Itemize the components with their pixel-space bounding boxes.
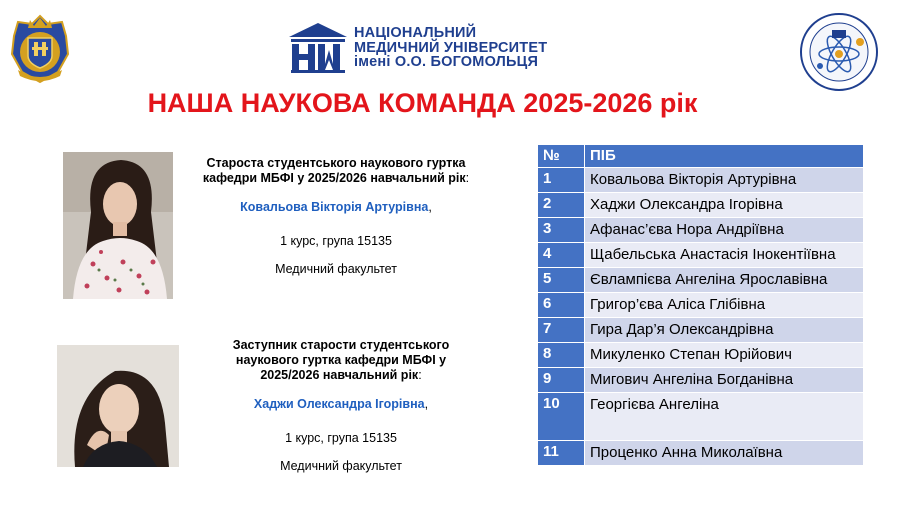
row-number: 8 <box>538 343 585 368</box>
table-row <box>538 318 864 343</box>
university-logo <box>288 22 588 74</box>
deputy-role <box>210 338 472 383</box>
deputy-name <box>210 397 472 412</box>
deputy-role-colon: : <box>418 368 422 382</box>
leader-faculty: Медичний факультет <box>275 262 397 276</box>
table-header-row <box>538 145 864 168</box>
table-row <box>538 168 864 193</box>
student-science-society-emblem-icon <box>798 12 880 92</box>
table-row <box>538 268 864 293</box>
row-number: 1 <box>538 168 585 193</box>
row-name: Щабельська Анастасія Інокентіївна <box>585 243 864 268</box>
table-row <box>538 218 864 243</box>
table-row <box>538 368 864 393</box>
table-header-name: ПІБ <box>585 145 864 168</box>
university-name-line-2: МЕДИЧНИЙ УНІВЕРСИТЕТ <box>354 39 548 56</box>
row-number: 7 <box>538 318 585 343</box>
row-name: Микуленко Степан Юрійович <box>585 343 864 368</box>
leader-name <box>200 200 472 215</box>
row-number: 5 <box>538 268 585 293</box>
row-number: 6 <box>538 293 585 318</box>
table-row <box>538 343 864 368</box>
leader-role-colon: : <box>465 171 470 185</box>
row-name: Євлампієва Ангеліна Ярославівна <box>585 268 864 293</box>
university-crest-icon <box>8 14 72 84</box>
row-name: Григор’єва Аліса Глібівна <box>585 293 864 318</box>
leader-name-text: Ковальова Вікторія Артурівна <box>240 200 429 214</box>
page-title: НАША НАУКОВА КОМАНДА 2025-2026 рік <box>147 88 698 118</box>
row-number: 11 <box>538 441 585 466</box>
leader-course: 1 курс, група 15135 <box>280 234 392 248</box>
deputy-name-text: Хаджи Олександра Ігорівна <box>253 397 425 411</box>
table-row <box>538 193 864 218</box>
deputy-photo <box>57 345 179 467</box>
row-name: Хаджи Олександра Ігорівна <box>585 193 864 218</box>
row-name: Георгієва Ангеліна <box>585 393 864 441</box>
row-name: Ковальова Вікторія Артурівна <box>585 168 864 193</box>
deputy-role-text: Заступник старости студентського наукового гуртка кафедри МБФІ у 2025/2026 навчальний рік <box>232 338 450 382</box>
table-row <box>538 293 864 318</box>
deputy-name-comma: , <box>424 397 429 411</box>
row-number: 3 <box>538 218 585 243</box>
row-number: 10 <box>538 393 585 441</box>
row-name: Мигович Ангеліна Богданівна <box>585 368 864 393</box>
leader-photo <box>63 152 173 299</box>
deputy-info <box>210 338 472 474</box>
team-table <box>537 144 864 466</box>
table-header-num: № <box>538 145 585 168</box>
nmu-logo-icon <box>288 22 348 74</box>
table-row <box>538 243 864 268</box>
deputy-faculty: Медичний факультет <box>280 459 402 473</box>
university-name-line-3: імені О.О. БОГОМОЛЬЦЯ <box>354 54 539 70</box>
row-name: Проценко Анна Миколаївна <box>585 441 864 466</box>
leader-role <box>200 156 472 186</box>
leader-name-comma: , <box>428 200 432 214</box>
leader-info <box>200 156 472 277</box>
leader-role-text: Староста студентського наукового гуртка кафедри МБФІ у 2025/2026 навчальний рік <box>202 156 466 185</box>
row-number: 9 <box>538 368 585 393</box>
row-name: Афанас’єва Нора Андріївна <box>585 218 864 243</box>
table-row <box>538 393 864 441</box>
row-name: Гира Дар’я Олександрівна <box>585 318 864 343</box>
table-row <box>538 441 864 466</box>
deputy-course: 1 курс, група 15135 <box>285 431 397 445</box>
university-name-line-1: НАЦІОНАЛЬНИЙ <box>354 25 477 41</box>
row-number: 2 <box>538 193 585 218</box>
row-number: 4 <box>538 243 585 268</box>
